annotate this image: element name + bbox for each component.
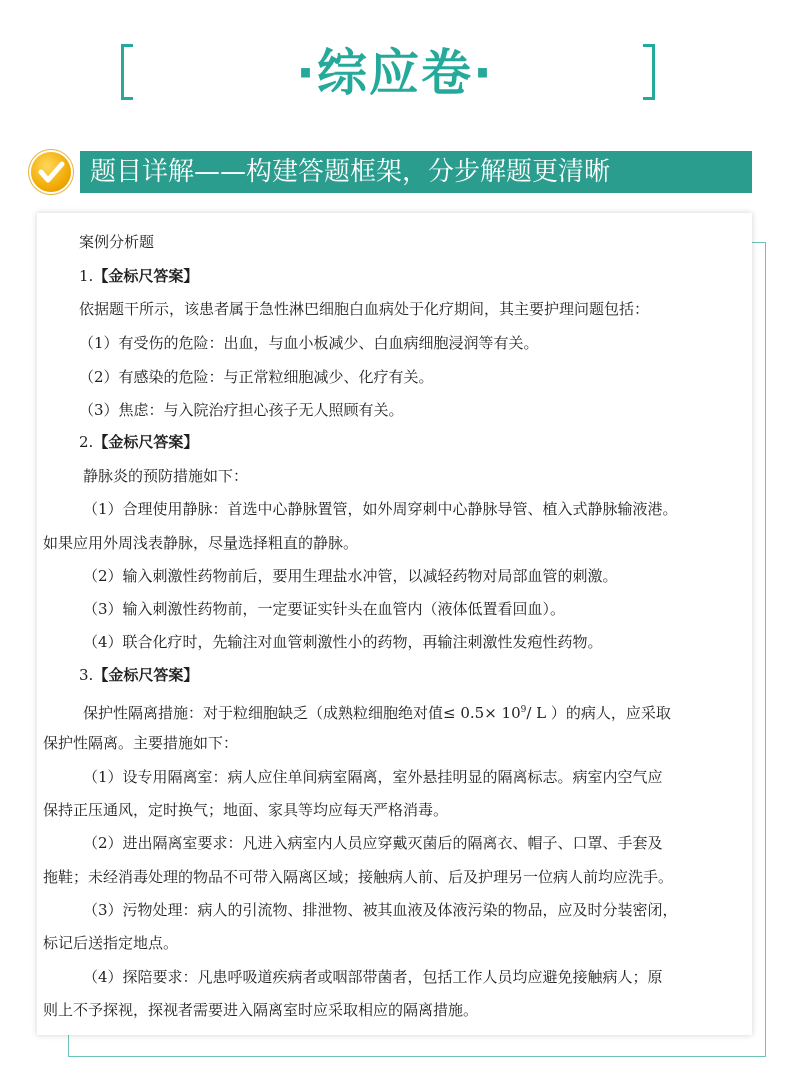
q1-item-2: （2）有感染的危险：与正常粒细胞减少、化疗有关。 (79, 368, 434, 386)
q3-intro-line-1 (83, 700, 671, 723)
q3-item-3-line-2: 标记后送指定地点。 (43, 934, 179, 952)
q1-item-3: （3）焦虑：与入院治疗担心孩子无人照顾有关。 (79, 401, 404, 419)
section-title: 案例分析题 (79, 233, 155, 251)
q1-number: 1. (79, 267, 94, 285)
q3-number: 3. (79, 666, 94, 684)
q2-item-2: （2）输入刺激性药物前后，要用生理盐水冲管，以减轻药物对局部血管的刺激。 (83, 567, 618, 585)
q3-item-1-line-1: （1）设专用隔离室：病人应住单间病室隔离，室外悬挂明显的隔离标志。病室内空气应 (83, 768, 663, 786)
q2-item-4: （4）联合化疗时，先输注对血管刺激性小的药物，再输注刺激性发疱性药物。 (83, 633, 603, 651)
left-bracket-decoration (121, 44, 133, 100)
q2-item-3: （3）输入刺激性药物前，一定要证实针头在血管内（液体低置看回血）。 (83, 600, 566, 618)
q3-intro-superscript: 9 (520, 705, 527, 715)
q1-header (79, 266, 198, 286)
section-banner: 题目详解——构建答题框架，分步解题更清晰 (80, 151, 752, 193)
q3-item-4-line-1: （4）探陪要求：凡患呼吸道疾病者或咽部带菌者，包括工作人员均应避免接触病人；原 (83, 968, 663, 986)
q3-item-4-line-2: 则上不予探视，探视者需要进入隔离室时应采取相应的隔离措施。 (43, 1001, 479, 1019)
q3-item-3-line-1: （3）污物处理：病人的引流物、排泄物、被其血液及体液污染的物品，应及时分装密闭， (83, 901, 678, 919)
q3-item-2-line-1: （2）进出隔离室要求：凡进入病室内人员应穿戴灭菌后的隔离衣、帽子、口罩、手套及 (83, 834, 663, 852)
q1-intro: 依据题干所示，该患者属于急性淋巴细胞白血病处于化疗期间，其主要护理问题包括： (79, 300, 650, 318)
q3-item-2-line-2: 拖鞋；未经消毒处理的物品不可带入隔离区域；接触病人前、后及护理另一位病人前均应洗手。 (43, 868, 674, 886)
page-title: ·综应卷· (296, 44, 494, 102)
q2-number: 2. (79, 433, 94, 451)
q2-answer-label: 【金标尺答案】 (93, 433, 199, 451)
right-bracket-decoration (643, 44, 655, 100)
q2-item-1-line-2: 如果应用外周浅表静脉，尽量选择粗直的静脉。 (43, 534, 359, 552)
q2-item-1-line-1: （1）合理使用静脉：首选中心静脉置管，如外周穿刺中心静脉导管、植入式静脉输液港。 (83, 500, 678, 518)
q2-header (79, 432, 198, 452)
q1-answer-label: 【金标尺答案】 (93, 267, 199, 285)
q3-item-1-line-2: 保持正压通风，定时换气；地面、家具等均应每天严格消毒。 (43, 801, 449, 819)
q3-intro-text-a: 保护性隔离措施：对于粒细胞缺乏（成熟粒细胞绝对值≤ 0.5× 10 (83, 704, 521, 722)
q3-intro-line-2: 保护性隔离。主要措施如下： (43, 734, 239, 752)
q3-intro-text-b: / L ）的病人，应采取 (526, 704, 671, 722)
q3-answer-label: 【金标尺答案】 (93, 666, 199, 684)
answer-card (37, 213, 752, 1035)
q1-item-1: （1）有受伤的危险：出血，与血小板减少、白血病细胞浸润等有关。 (79, 334, 539, 352)
checkmark-badge-icon (31, 152, 71, 192)
q3-header (79, 665, 198, 685)
q2-intro: 静脉炎的预防措施如下： (83, 467, 249, 485)
